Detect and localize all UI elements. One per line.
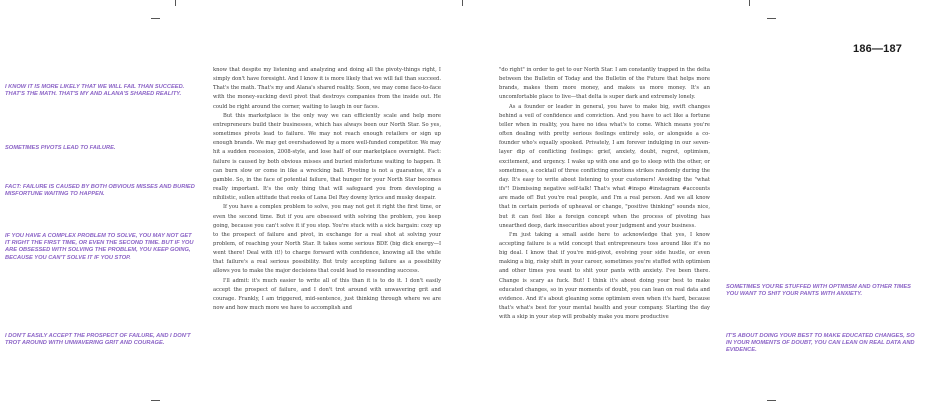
right-body-column (499, 66, 710, 369)
crop-mark-lower-left (151, 400, 160, 401)
body-paragraph: But this marketplace is the only way we can efficiently scale and help more entrepreneurs build their businesses, which has always been our North Star. So yes, sometimes pivots lead to failure. We may not reach enough retailers or sign up enough brands. We may get overshadowed by a more well-funded competitor. We may hit a sudden recession, 2008-style, and lose half of our marketplace overnight. Fact: failure is caused by both obvious misses and buried misfortune waiting to happen. It can burn slow or come in like a wrecking ball. Pivoting is not a guarantee, it's a gamble. So, in the face of potential failure, that hunger for your North Star becomes really important. It's the only thing that will safeguard you from developing a nihilistic, sullen attitude that reeks of Lana Del Rey downy lyrics and musky despair. (213, 112, 441, 202)
crop-mark-top-left (175, 0, 176, 6)
sidebar-quote-5: I DON'T EASILY ACCEPT THE PROSPECT OF FAILURE, AND I DON'T TROT AROUND WITH UNWAVERING GRIT AND COURAGE. (5, 333, 191, 347)
crop-mark-top-right (749, 0, 750, 6)
page-numbers: 186—187 (853, 43, 903, 55)
body-paragraph: know that despite my listening and analyzing and doing all the pivoty-things right, I simply don't have foresight. And I know it is more likely that we will fail than succeed. That's the math. That's my and Alana's shared reality. Soon, we may come face-to-face with the money-sucking devil pivot that destroys companies from the inside out. He could be right around the corner, waiting to laugh in our faces. (213, 67, 441, 110)
crop-mark-lower-right (767, 400, 776, 401)
body-paragraph: I'm just taking a small aside here to acknowledge that yes, I know accepting failure is a wild concept that entrepreneurs toss around like it's no big deal. I know that if you're mid-pivot, evolving your side hustle, or even making a big, risky shift in your career, sometimes you're stuffed with optimism and other times you want to shit your pants with anxiety. I've been there. Change is scary as fuck. But! I think it's about doing your best to make educated changes, so in your moments of doubt, you can lean on real data and evidence. And it's about gleaning some optimism even when it's hard, because that's what's best for your mental health and your company. Starting the day with a skip in your step will probably make you more productive (499, 231, 710, 321)
body-paragraph: "do right" in order to get to our North Star. I am constantly trapped in the delta between the Bulletin of Today and the Bulletin of the Future that helps more brands, makes them more money, and makes us more money. It's an uncomfortable place to live—that delta is super dark and extremely lonely. (499, 67, 710, 101)
sidebar-quote-6: SOMETIMES YOU'RE STUFFED WITH OPTIMISM AND OTHER TIMES YOU WANT TO SHIT YOUR PANTS WITH ANXIETY. (726, 284, 911, 298)
crop-mark-upper-right (767, 18, 776, 19)
crop-mark-top-center (462, 0, 463, 6)
sidebar-quote-2: SOMETIMES PIVOTS LEAD TO FAILURE. (5, 145, 116, 151)
body-paragraph: As a founder or leader in general, you have to make big, swift changes behind a veil of confidence and conviction. And you have to act like a fortune teller when in reality, you have no idea what's to come. Which means you're often dealing with pretty serious feelings entirely solo, or alongside a co-founder who's equally spooked. Privately, I am forever indulging in our seven-layer dip of conflicting feelings: grief, anxiety, doubt, regret, optimism, excitement, and urgency. I wake up with one and go to sleep with the other, or sometimes, a cocktail of three conflicting emotions strikes randomly during the day. It's easy to write about listening to your customers! Avoiding the "what ifs"! Dismissing negative self-talk! That's what #inspo #instagram #accounts are made of! But you're real people, and I'm a real person. And we all know that in certain periods of upheaval or change, "positive thinking" sounds nice, but it can feel like a foreign concept when the process of pivoting has unearthed deep, dark insecurities about your judgment and your business. (499, 103, 710, 229)
sidebar-quote-4: IF YOU HAVE A COMPLEX PROBLEM TO SOLVE, YOU MAY NOT GET IT RIGHT THE FIRST TIME, OR EVEN THE SECOND TIME. BUT IF YOU ARE OBSESSED WITH SOLVING THE PROBLEM, YOU KEEP GOING, BECAUSE YOU CAN'T SOLVE IT IF YOU STOP. (5, 233, 194, 261)
left-body-column (213, 66, 441, 369)
sidebar-quote-1: I KNOW IT IS MORE LIKELY THAT WE WILL FAIL THAN SUCCEED. THAT'S THE MATH. THAT'S MY AND ALANA'S SHARED REALITY. (5, 84, 185, 98)
crop-mark-upper-left (151, 18, 160, 19)
sidebar-quote-7: IT'S ABOUT DOING YOUR BEST TO MAKE EDUCATED CHANGES, SO IN YOUR MOMENTS OF DOUBT, YOU CAN LEAN ON REAL DATA AND EVIDENCE. (726, 333, 915, 354)
body-paragraph: If you have a complex problem to solve, you may not get it right the first time, or even the second time. But if you are obsessed with solving the problem, you keep going, because you can't solve it if you stop. You're stuck with a sick bargain: cozy up to the prospect of failure and pivot, in exchange for a real shot at solving your problem, of reaching your North Star. It takes some serious BDE (big dick energy—I went there! Deal with it!) to charge forward with confidence, knowing all the while that failure's a real serious possibility. But truly accepting failure as a possibility allows you to make the major decisions that could lead to resounding success. (213, 204, 441, 275)
sidebar-quote-3: FACT: FAILURE IS CAUSED BY BOTH OBVIOUS MISSES AND BURIED MISFORTUNE WAITING TO HAPPEN. (5, 184, 195, 198)
body-paragraph: I'll admit: it's much easier to write all of this than it is to do it. I don't easily accept the prospect of failure, and I don't trot around with unwavering grit and courage. Frankly, I am triggered, mid-sentence, just thinking through where we are now and how much more we have to accomplish and (213, 277, 441, 312)
